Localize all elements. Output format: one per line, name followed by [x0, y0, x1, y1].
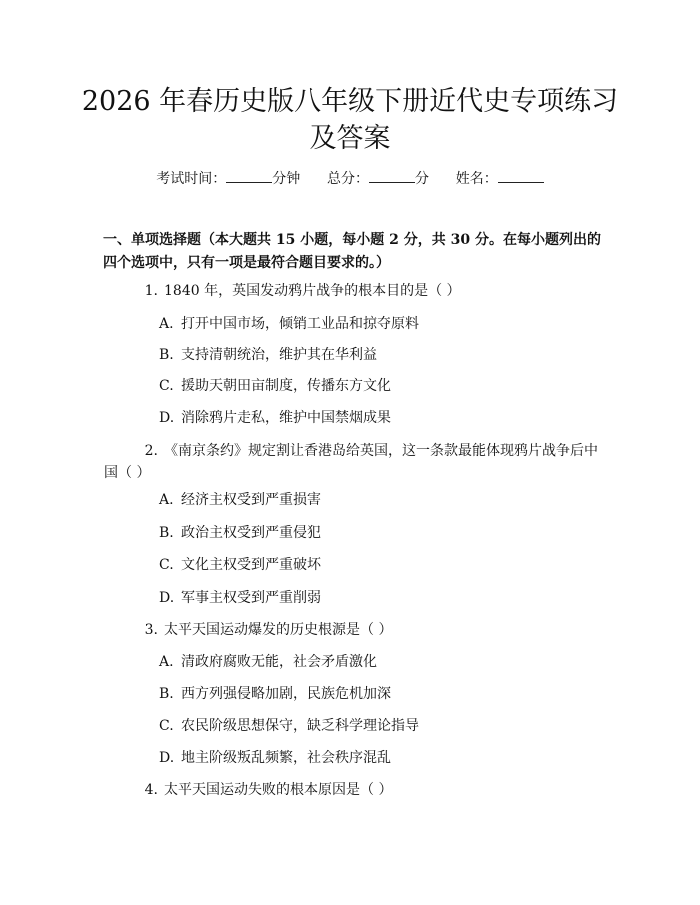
option-text: 经济主权受到严重损害 [181, 492, 321, 508]
question-1 [104, 280, 598, 302]
option-label: A. [159, 654, 174, 670]
option-label: A. [159, 316, 174, 332]
option-text: 援助天朝田亩制度，传播东方文化 [181, 378, 391, 394]
question-number: 3. [144, 622, 158, 638]
question-2 [104, 440, 598, 484]
question-number: 1. [144, 283, 158, 299]
score-label: 总分： [327, 171, 369, 187]
score-unit: 分 [415, 171, 429, 187]
question-2-option-a [159, 490, 321, 510]
question-2-option-d [159, 588, 321, 608]
option-text: 打开中国市场，倾销工业品和掠夺原料 [181, 316, 419, 332]
option-text: 军事主权受到严重削弱 [181, 590, 321, 606]
score-blank [369, 168, 415, 183]
option-label: C. [159, 557, 174, 573]
time-unit: 分钟 [272, 171, 301, 187]
question-4 [104, 779, 598, 801]
option-text: 清政府腐败无能，社会矛盾激化 [181, 654, 377, 670]
option-text: 文化主权受到严重破坏 [181, 557, 321, 573]
question-3-option-b [159, 684, 391, 704]
question-stem: 《南京条约》规定割让香港岛给英国，这一条款最能体现鸦片战争后中国（ ） [104, 443, 598, 481]
option-label: B. [159, 347, 174, 363]
question-stem: 1840 年，英国发动鸦片战争的根本目的是（ ） [164, 283, 461, 299]
option-text: 地主阶级叛乱频繁，社会秩序混乱 [181, 750, 391, 766]
option-text: 农民阶级思想保守，缺乏科学理论指导 [181, 718, 419, 734]
question-3-option-d [159, 748, 391, 768]
question-1-option-c [159, 376, 391, 396]
question-3-option-c [159, 716, 419, 736]
question-1-option-b [159, 345, 377, 365]
option-label: B. [159, 525, 174, 541]
option-label: D. [159, 590, 175, 606]
option-text: 西方列强侵略加剧，民族危机加深 [181, 686, 391, 702]
option-label: C. [159, 718, 174, 734]
time-label: 考试时间： [156, 171, 227, 187]
name-label: 姓名： [455, 171, 498, 187]
question-3 [104, 619, 598, 641]
question-number: 2. [144, 443, 158, 459]
page-title-line-2: 及答案 [309, 123, 391, 154]
option-text: 政治主权受到严重侵犯 [181, 525, 321, 541]
option-text: 支持清朝统治，维护其在华利益 [181, 347, 377, 363]
section-heading: 一、单项选择题（本大题共 15 小题，每小题 2 分，共 30 分。在每小题列出的四个选项中，只有一项是最符合题目要求的。） [103, 232, 601, 271]
question-2-option-c [159, 555, 321, 575]
option-label: A. [159, 492, 174, 508]
time-blank [226, 168, 272, 183]
option-label: B. [159, 686, 174, 702]
option-label: D. [159, 750, 175, 766]
option-text: 消除鸦片走私，维护中国禁烟成果 [181, 410, 391, 426]
question-number: 4. [144, 782, 158, 798]
question-3-option-a [159, 652, 377, 672]
page-title-line-1: 2026 年春历史版八年级下册近代史专项练习 [81, 86, 619, 117]
option-label: C. [159, 378, 174, 394]
question-2-option-b [159, 523, 321, 543]
name-blank [498, 168, 544, 183]
question-stem: 太平天国运动爆发的历史根源是（ ） [164, 622, 393, 638]
exam-info-line [0, 168, 700, 189]
question-1-option-a [159, 314, 419, 334]
option-label: D. [159, 410, 175, 426]
question-1-option-d [159, 408, 391, 428]
question-stem: 太平天国运动失败的根本原因是（ ） [164, 782, 393, 798]
